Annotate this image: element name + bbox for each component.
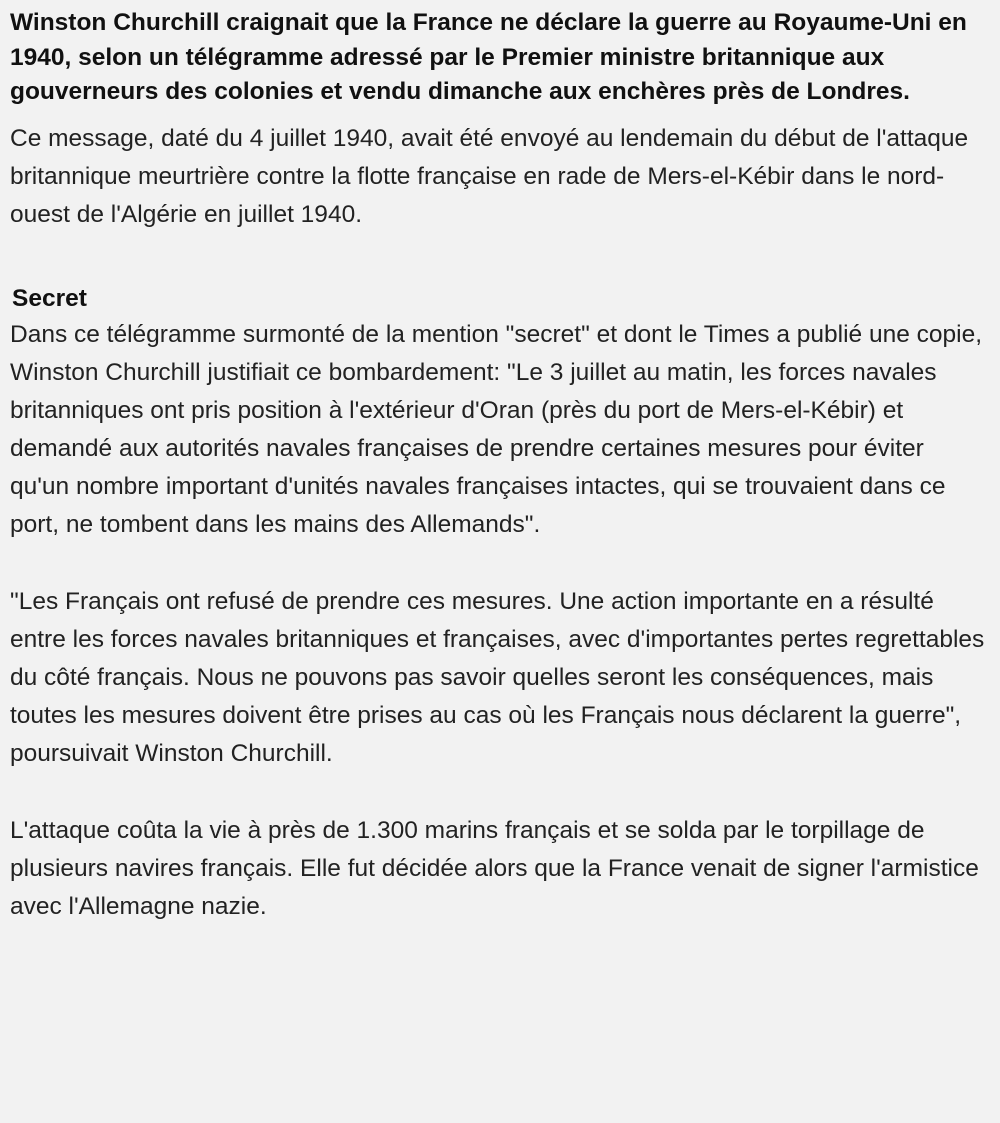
paragraph-quote: "Les Français ont refusé de prendre ces mesures. Une action importante en a résulté entre les forces navales britanniques et françaises, avec d'importantes pertes regrettables du côté français. Nous ne pouvons pas savoir quelles seront les conséquences, mais toutes les mesures doivent être prises au cas où les Français nous déclarent la guerre", poursuivait Winston Churchill.	[10, 587, 985, 767]
article-intro: Ce message, daté du 4 juillet 1940, avait été envoyé au lendemain du début de l'attaque britannique meurtrière contre la flotte française en rade de Mers-el-Kébir dans le nord-ouest de l'Algérie en juillet 1940.	[10, 124, 969, 228]
paragraph-outcome: L'attaque coûta la vie à près de 1.300 marins français et se solda par le torpillage de plusieurs navires français. Elle fut décidée alors que la France venait de signer l'armistice avec l'Allemagne nazie.	[10, 816, 979, 920]
paragraph-telegram: Dans ce télégramme surmonté de la mention "secret" et dont le Times a publié une copie, Winston Churchill justifiait ce bombardement: "Le 3 juillet au matin, les forces navales britanniques ont pris position à l'extérieur d'Oran (près du port de Mers-el-Kébir) et demandé aux autorités navales françaises de prendre certaines mesures pour éviter qu'un nombre important d'unités navales françaises intactes, qui se trouvaient dans ce port, ne tombent dans les mains des Allemands".	[10, 320, 983, 538]
section-heading-secret: Secret	[12, 284, 87, 312]
article-lead: Winston Churchill craignait que la France ne déclare la guerre au Royaume-Uni en 1940, selon un télégramme adressé par le Premier ministre britannique aux gouverneurs des colonies et vendu dimanche aux enchères près de Londres.	[10, 9, 967, 105]
